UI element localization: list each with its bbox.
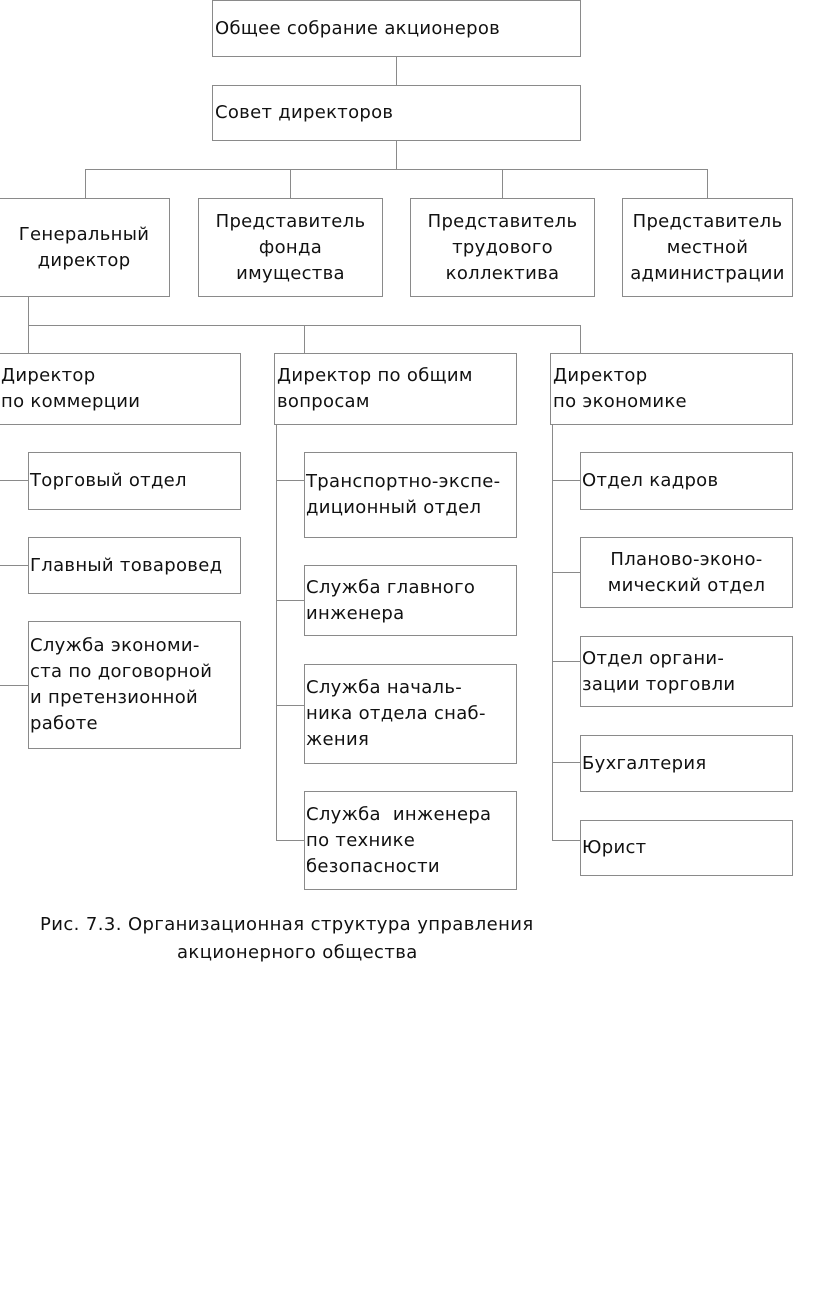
box-line: жения bbox=[306, 729, 370, 750]
box-line: Главный товаровед bbox=[30, 554, 223, 576]
box-line: Представитель bbox=[427, 210, 578, 232]
box-line: диционный отдел bbox=[306, 497, 482, 518]
lawyer-box bbox=[580, 820, 793, 876]
box-line: трудового bbox=[452, 236, 553, 258]
box-line: Отдел органи- bbox=[582, 647, 725, 669]
shareholders-meeting-box bbox=[212, 0, 581, 57]
property-fund-rep-box bbox=[198, 198, 383, 297]
general-affairs-director-box bbox=[274, 353, 517, 425]
box-line: Транспортно-экспе- bbox=[306, 471, 501, 492]
trade-dept-box bbox=[28, 452, 241, 510]
local-admin-rep-box bbox=[622, 198, 793, 297]
labor-collective-rep-box bbox=[410, 198, 595, 297]
box-line: и претензионной bbox=[30, 687, 199, 708]
figure-caption-line2: акционерного общества bbox=[177, 942, 418, 963]
box-line: по технике bbox=[306, 829, 416, 851]
box-line: Юрист bbox=[582, 837, 647, 858]
chief-merchandiser-box bbox=[28, 537, 241, 594]
box-line: директор bbox=[37, 249, 131, 271]
economist-service-box bbox=[28, 621, 241, 749]
box-line: коллектива bbox=[445, 262, 560, 284]
box-line: Директор bbox=[553, 365, 648, 386]
box-line: фонда bbox=[258, 236, 323, 258]
box-line: Служба инженера bbox=[306, 803, 492, 825]
planning-dept-box bbox=[580, 537, 793, 608]
economics-director-box bbox=[550, 353, 793, 425]
box-line: ника отдела снаб- bbox=[306, 703, 486, 724]
box-line: Общее собрание акционеров bbox=[215, 17, 501, 39]
box-line: Бухгалтерия bbox=[582, 752, 707, 774]
box-line: Представитель bbox=[632, 210, 783, 232]
supply-head-box bbox=[304, 664, 517, 764]
box-line: зации торговли bbox=[582, 673, 736, 695]
transport-dept-box bbox=[304, 452, 517, 538]
trade-org-dept-box bbox=[580, 636, 793, 707]
box-line: Служба началь- bbox=[306, 677, 463, 698]
safety-engineer-box bbox=[304, 791, 517, 890]
board-of-directors-box bbox=[212, 85, 581, 141]
box-line: местной bbox=[666, 236, 749, 258]
commerce-director-box bbox=[0, 353, 241, 425]
box-line: Отдел кадров bbox=[582, 470, 719, 491]
box-line: по экономике bbox=[553, 391, 687, 412]
box-line: Директор по общим bbox=[277, 365, 473, 386]
box-line: работе bbox=[30, 713, 98, 734]
box-line: вопросам bbox=[277, 391, 370, 412]
box-line: Совет директоров bbox=[215, 102, 394, 123]
box-line: имущества bbox=[236, 262, 345, 284]
box-line: по коммерции bbox=[1, 391, 141, 412]
box-line: Представитель bbox=[215, 210, 366, 232]
box-line: Генеральный bbox=[18, 223, 150, 245]
chief-engineer-box bbox=[304, 565, 517, 636]
box-line: безопасности bbox=[306, 855, 440, 877]
box-line: Планово-эконо- bbox=[610, 548, 763, 570]
hr-dept-box bbox=[580, 452, 793, 510]
figure-caption-line1: Рис. 7.3. Организационная структура управления bbox=[40, 914, 534, 935]
box-line: администрации bbox=[630, 262, 785, 284]
box-line: Служба экономи- bbox=[30, 635, 200, 656]
box-line: мический отдел bbox=[607, 574, 766, 596]
box-line: Служба главного bbox=[306, 576, 476, 598]
general-director-box bbox=[0, 198, 170, 297]
box-line: Торговый отдел bbox=[30, 470, 187, 491]
box-line: Директор bbox=[1, 365, 96, 386]
box-line: инженера bbox=[306, 602, 405, 624]
box-line: ста по договорной bbox=[30, 661, 213, 682]
accounting-box bbox=[580, 735, 793, 792]
